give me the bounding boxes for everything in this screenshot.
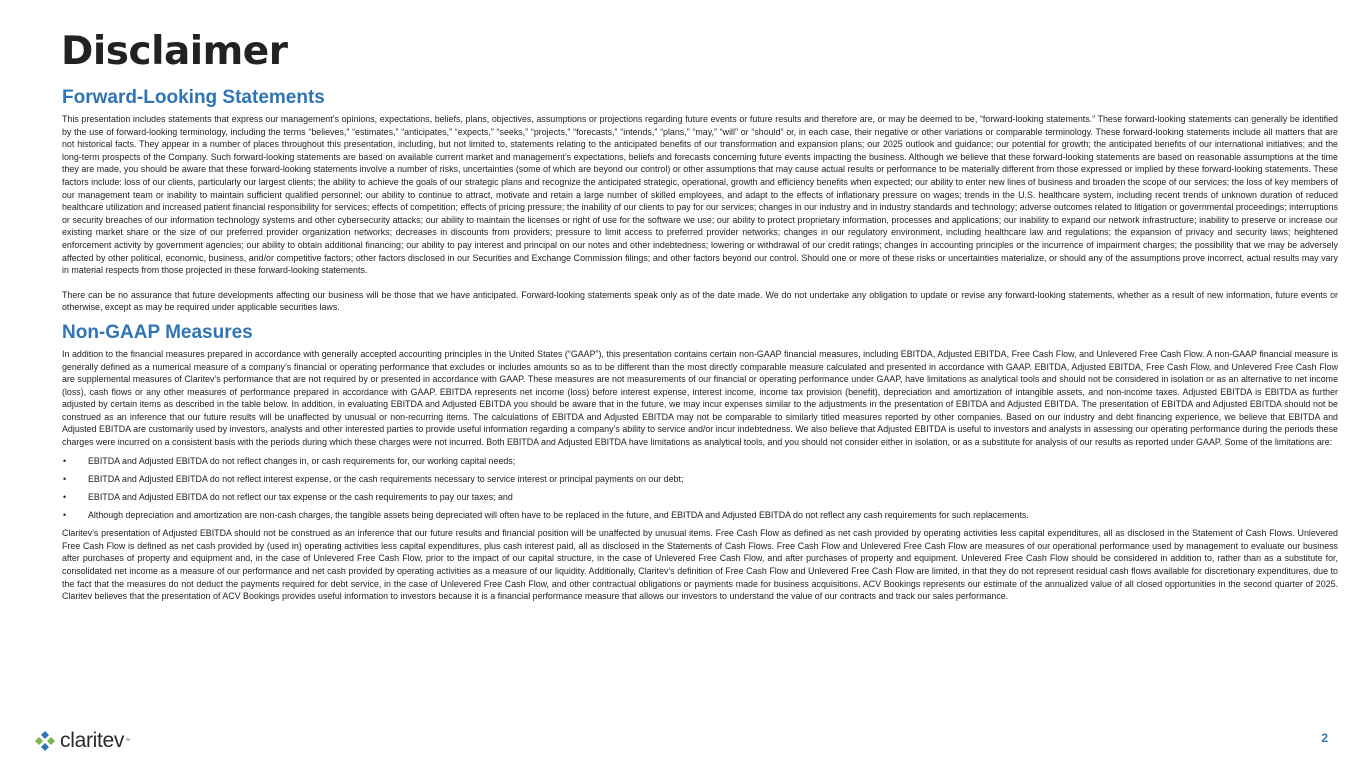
list-item-text: EBITDA and Adjusted EBITDA do not reflect interest expense, or the cash requirements necessary to service interest or principal payments on our debt; <box>88 473 684 484</box>
list-item-text: EBITDA and Adjusted EBITDA do not reflect our tax expense or the cash requirements to pay our taxes; and <box>88 491 513 502</box>
bullet-icon: • <box>63 473 67 484</box>
page-title: Disclaimer <box>61 29 288 74</box>
claritev-logo <box>34 729 130 753</box>
non-gaap-section <box>62 321 1338 603</box>
list-item <box>62 455 1338 468</box>
bullet-icon: • <box>63 455 67 466</box>
forward-looking-paragraph-2: There can be no assurance that future developments affecting our business will be those that we have anticipated. Forward-looking statements speak only as of the date made. We do not undertake any obligation to update or revise any forward-looking statements, whether as a result of new information, future events or otherwise, except as may be required under applicable securities laws. <box>62 289 1338 313</box>
non-gaap-closing: Claritev’s presentation of Adjusted EBITDA should not be construed as an inference that our future results and financial position will be unaffected by unusual items. Free Cash Flow as defined as net cash provided by operating activities less capital expenditures, all as disclosed in the Statement of Cash Flows. Unlevered Free Cash Flow is defined as net cash provided by (used in) operating activities less capital expenditures, plus cash interest paid, all as disclosed in the Statements of Cash Flows. Free Cash Flow and Unlevered Free Cash Flow are measures of our operational performance used by management to evaluate our business after purchases of property and equipment and, in the case of Unlevered Free Cash Flow, prior to the impact of our capital structure, in the case of Unlevered Free Cash Flow, and after purchases of property and equipment. Unlevered Free Cash Flow should be considered in addition to, rather than as a substitute for, consolidated net income as a measure of our performance and net cash provided by operating activities as a measure of our liquidity. Additionally, Claritev’s definition of Free Cash Flow and Unlevered Free Cash Flow are limited, in that they do not represent residual cash flows available for discretionary expenditures, due to the fact that the measures do not deduct the payments required for debt service, in the case of Unlevered Free Cash Flow, and other contractual obligations or payments made for business acquisitions. ACV Bookings represents our estimate of the annualized value of all closed opportunities in the second quarter of 2025. Claritev believes that the presentation of ACV Bookings provides useful information to investors because it is a financial performance measure that allows our investors to understand the value of our contracts and track our sales performance. <box>62 528 1338 602</box>
claritev-logo-icon <box>34 730 56 752</box>
forward-looking-paragraph-1: This presentation includes statements that express our management’s opinions, expectations, beliefs, plans, objectives, assumptions or projections regarding future events or future results and therefore are, or may be deemed to be, “forward-looking statements.” These forward-looking statements can generally be identified by the use of forward-looking terminology, including the terms “believes,” “estimates,” “anticipates,” “expects,” “seeks,” “projects,” “forecasts,” “intends,” “plans,” “may,” “will” or “should” or, in each case, their negative or other variations or comparable terminology. These forward-looking statements include all matters that are not historical facts. They appear in a number of places throughout this presentation, including, but not limited to, statements relating to the anticipated benefits of our transformation and expansion plans; our 2025 outlook and guidance; our potential for growth; the anticipated benefits of our international initiatives; and the long-term prospects of the Company. Such forward-looking statements are based on available current market and management’s expectations, beliefs and forecasts concerning future events impacting the business. Although we believe that these forward-looking statements are based on reasonable assumptions at the time they are made, you should be aware that these forward-looking statements involve a number of risks, uncertainties (some of which are beyond our control) or other assumptions that may cause actual results or performance to be materially different from those expressed or implied by these forward-looking statements. These factors include: loss of our clients, particularly our largest clients; the ability to achieve the goals of our strategic plans and recognize the anticipated strategic, operational, growth and efficiency benefits when expected; our ability to enter new lines of business and broaden the scope of our services; the loss of key members of our management team or inability to maintain sufficient qualified personnel; our ability to continue to attract, motivate and retain a large number of skilled employees, and adapt to the effects of inflationary pressure on wages; trends in the U.S. healthcare system, including recent trends of unknown duration of reduced healthcare utilization and increased patient financial responsibility for services; effects of competition; effects of pricing pressure; the inability of our clients to pay for our services; changes in our industry and in industry standards and technology; adverse outcomes related to litigation or governmental proceedings; interruptions or security breaches of our information technology systems and other cybersecurity attacks; our ability to maintain the licenses or right of use for the software we use; our ability to protect proprietary information, processes and applications; our inability to expand our network infrastructure; inability to preserve or increase our existing market share or the size of our preferred provider organization networks; decreases in discounts from providers; pressure to limit access to preferred provider networks; changes in our regulatory environment, including healthcare law and regulations; the expansion of privacy and security laws; heightened enforcement activity by government agencies; our ability to obtain additional financing; our ability to pay interest and principal on our notes and other indebtedness; lowering or withdrawal of our credit ratings; changes in accounting principles or the incurrence of impairment charges; the possibility that we may be adversely affected by other political, economic, business, and/or competitive factors; other factors disclosed in our Securities and Exchange Commission filings; and other factors beyond our control. Should one or more of these risks or uncertainties materialize, or should any of the assumptions prove incorrect, actual results may vary in material respects from those projected in these forward-looking statements. <box>62 114 1338 276</box>
limitations-list <box>62 455 1338 522</box>
list-item <box>62 491 1338 504</box>
list-item-text: Although depreciation and amortization are non-cash charges, the tangible assets being depreciated will often have to be replaced in the future, and EBITDA and Adjusted EBITDA do not reflect any cash requirements for such replacements. <box>88 509 1029 520</box>
disclaimer-content <box>62 86 1338 603</box>
bullet-icon: • <box>63 491 67 502</box>
logo-wordmark: claritev™ <box>60 729 130 752</box>
non-gaap-heading: Non-GAAP Measures <box>62 321 253 343</box>
page-number: 2 <box>1321 731 1328 745</box>
list-item <box>62 473 1338 486</box>
forward-looking-section <box>62 86 1338 314</box>
bullet-icon: • <box>63 509 67 520</box>
non-gaap-intro: In addition to the financial measures prepared in accordance with generally accepted accounting principles in the United States (“GAAP”), this presentation contains certain non-GAAP financial measures, including EBITDA, Adjusted EBITDA, Free Cash Flow, and Unlevered Free Cash Flow. A non-GAAP financial measure is generally defined as a numerical measure of a company’s financial or operating performance that excludes or includes amounts so as to be different than the most directly comparable measure calculated and presented in accordance with GAAP. EBITDA, Adjusted EBITDA, Free Cash Flow, and Unlevered Free Cash Flow are supplemental measures of Claritev’s performance that are not required by or presented in accordance with GAAP. These measures are not measurements of our financial or operating performance under GAAP, have limitations as analytical tools and should not be considered in isolation or as an alternative to net income (loss), cash flows or any other measures of performance prepared in accordance with GAAP. EBITDA represents net income (loss) before interest expense, interest income, income tax provision (benefit), depreciation and amortization of intangible assets, and non-income taxes. Adjusted EBITDA is EBITDA as further adjusted by certain items as described in the table below. In addition, in evaluating EBITDA and Adjusted EBITDA you should be aware that in the future, we may incur expenses similar to the adjustments in the presentation of EBITDA and Adjusted EBITDA. The presentation of EBITDA and Adjusted EBITDA should not be construed as an inference that our future results will be unaffected by unusual or non-recurring items. The calculations of EBITDA and Adjusted EBITDA may not be comparable to similarly titled measures reported by other companies. Based on our industry and debt financing experience, we believe that EBITDA and Adjusted EBITDA are customarily used by investors, analysts and other interested parties to provide useful information regarding a company’s ability to service and/or incur indebtedness. We also believe that Adjusted EBITDA is useful to investors and analysts in assessing our operating performance during the periods these charges were incurred on a consistent basis with the periods during which these charges were not incurred. Both EBITDA and Adjusted EBITDA have limitations as analytical tools, and you should not consider either in isolation, or as a substitute for analysis of our results as reported under GAAP. Some of the limitations are: <box>62 348 1338 448</box>
forward-looking-heading: Forward-Looking Statements <box>62 87 325 108</box>
list-item-text: EBITDA and Adjusted EBITDA do not reflect changes in, or cash requirements for, our working capital needs; <box>88 455 516 466</box>
list-item <box>62 509 1338 522</box>
